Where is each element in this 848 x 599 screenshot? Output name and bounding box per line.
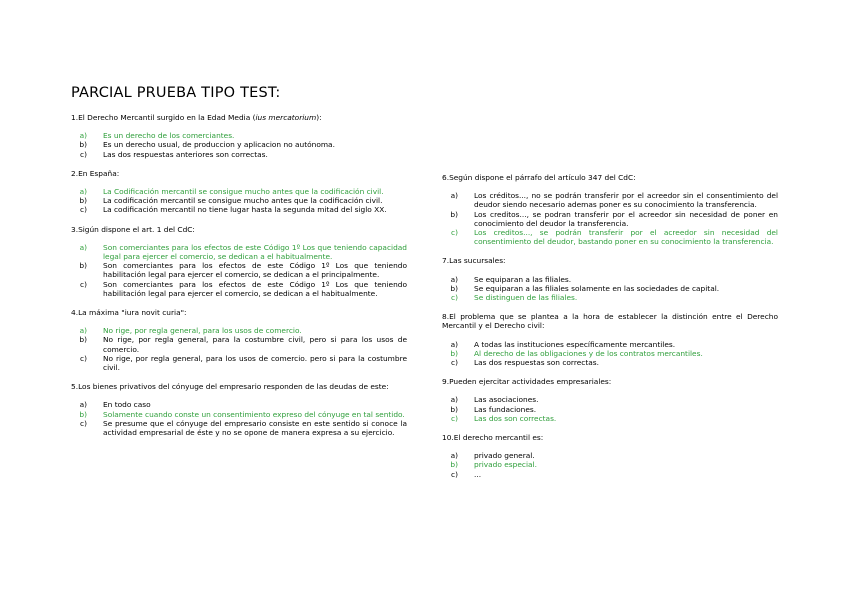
question-4 xyxy=(71,308,407,372)
option-letter: a) xyxy=(79,400,87,410)
option-text: No rige, por regla general, para los usos de comercio. pero si para la costumbre civil. xyxy=(103,353,407,373)
option-letter: b) xyxy=(450,404,458,414)
option-a xyxy=(71,131,407,140)
option-a xyxy=(442,340,778,349)
option-letter: b) xyxy=(450,209,458,219)
question-9 xyxy=(442,377,778,423)
option-letter: c) xyxy=(80,149,87,159)
page-title: PARCIAL PRUEBA TIPO TEST: xyxy=(71,85,281,101)
option-b xyxy=(442,349,778,358)
option-text: A todas las instituciones específicamente mercantiles. xyxy=(474,339,676,349)
question-10 xyxy=(442,433,778,479)
left-column xyxy=(71,113,407,447)
option-text: Son comerciantes para los efectos de este Código 1º Los que teniendo capacidad legal para ejercer el comercio, se dedican a el habitualmente. xyxy=(103,242,407,262)
option-c xyxy=(442,293,778,302)
option-list xyxy=(71,243,407,298)
option-a xyxy=(442,395,778,404)
option-text: Son comerciantes para los efectos de este Código 1º Los que teniendo habilitación legal para ejercer el comercio, se dedican a el habitualmente. xyxy=(103,279,407,298)
option-letter: a) xyxy=(450,395,458,405)
option-text: No rige, por regla general, para los usos de comercio. xyxy=(103,326,302,336)
option-c xyxy=(71,419,407,437)
question-7 xyxy=(442,256,778,302)
option-text: Los creditos..., se podran transferir por el acreedor sin necesidad de poner en conocimiento del deudor la transferencia. xyxy=(474,209,778,228)
option-c xyxy=(71,150,407,159)
option-text: No rige, por regla general, para la costumbre civil, pero si para los usos de comercio. xyxy=(103,335,407,354)
option-b xyxy=(442,284,778,293)
option-letter: a) xyxy=(450,274,458,284)
question-number: 7. xyxy=(442,256,450,266)
option-letter: b) xyxy=(79,335,87,345)
question-prompt: La máxima "iura novit curia": xyxy=(78,308,187,318)
option-letter: b) xyxy=(450,348,458,358)
option-letter: c) xyxy=(451,469,458,479)
option-list xyxy=(71,131,407,159)
option-text: La codificación mercantil se consigue mucho antes que la codificación civil. xyxy=(103,196,383,206)
option-text: Las asociaciones. xyxy=(474,395,539,405)
option-letter: a) xyxy=(79,131,87,141)
option-text: Las dos respuestas anteriores son correctas. xyxy=(103,149,268,159)
option-text: Se equiparan a las filiales. xyxy=(474,274,572,284)
option-text: Se equiparan a las filiales solamente en las sociedades de capital. xyxy=(474,283,720,293)
option-list xyxy=(71,187,407,215)
question-prompt: Pueden ejercitar actividades empresariales: xyxy=(449,377,612,387)
question-text xyxy=(442,312,778,330)
question-number: 8. xyxy=(442,312,450,322)
option-letter: c) xyxy=(80,418,87,428)
option-text: privado general. xyxy=(474,451,535,461)
option-c xyxy=(71,280,407,298)
question-5 xyxy=(71,382,407,437)
question-text xyxy=(442,377,778,386)
option-text: Es un derecho de los comerciantes. xyxy=(103,131,235,141)
option-list xyxy=(71,326,407,372)
right-column xyxy=(442,173,778,489)
option-b xyxy=(71,410,407,419)
question-prompt: El derecho mercantil es: xyxy=(453,433,544,443)
question-prompt: Sigún dispone el art. 1 del CdC: xyxy=(78,224,195,234)
option-letter: b) xyxy=(450,460,458,470)
question-1 xyxy=(71,113,407,159)
option-b xyxy=(71,261,407,279)
question-number: 3. xyxy=(71,224,79,234)
option-a xyxy=(71,187,407,196)
option-a xyxy=(442,191,778,209)
option-letter: b) xyxy=(79,140,87,150)
option-letter: a) xyxy=(450,339,458,349)
option-text: Las dos respuestas son correctas. xyxy=(474,358,599,368)
option-text: Se distinguen de las filiales. xyxy=(474,293,578,303)
option-letter: b) xyxy=(79,196,87,206)
option-c xyxy=(442,470,778,479)
option-text: Los creditos..., se podrán transferir por el acreedor sin necesidad del consentimiento del deudor, bastando poner en su conocimiento la transferencia. xyxy=(474,228,778,247)
question-text xyxy=(71,113,407,122)
option-letter: b) xyxy=(79,261,87,271)
question-number: 5. xyxy=(71,382,79,392)
option-letter: c) xyxy=(80,279,87,289)
option-list xyxy=(442,340,778,368)
option-letter: a) xyxy=(79,242,87,252)
question-prompt: Según dispone el párrafo del artículo 347 del CdC: xyxy=(449,173,636,182)
question-text xyxy=(442,256,778,265)
question-text xyxy=(71,225,407,234)
question-prompt: Las sucursales: xyxy=(449,256,506,266)
option-b xyxy=(442,460,778,469)
question-text xyxy=(442,433,778,442)
option-letter: c) xyxy=(451,228,458,238)
option-text: Son comerciantes para los efectos de este Código 1º Los que teniendo habilitación legal para ejercer el comercio, se dedican a el principalmente. xyxy=(103,261,407,280)
question-6 xyxy=(442,173,778,246)
question-prompt: En España: xyxy=(78,168,120,178)
option-text: La Codificación mercantil se consigue mucho antes que la codificación civil. xyxy=(103,187,384,197)
question-text xyxy=(71,382,407,391)
option-text: Los créditos..., no se podrán transferir por el acreedor sin el consentimiento del deudor siendo necesario ademas poner es su conocimiento la transferencia. xyxy=(474,191,778,210)
question-3 xyxy=(71,225,407,298)
option-letter: c) xyxy=(451,293,458,303)
option-list xyxy=(442,451,778,479)
option-b xyxy=(71,140,407,149)
option-b xyxy=(442,210,778,228)
option-b xyxy=(442,405,778,414)
option-a xyxy=(442,275,778,284)
option-letter: a) xyxy=(450,191,458,201)
option-text: Al derecho de las obligaciones y de los contratos mercantiles. xyxy=(474,348,703,358)
question-prompt-end: ): xyxy=(316,113,322,122)
option-text: Es un derecho usual, de produccion y aplicacion no autónoma. xyxy=(103,140,335,150)
question-prompt: Los bienes privativos del cónyuge del empresario responden de las deudas de este: xyxy=(78,382,389,392)
question-text xyxy=(71,308,407,317)
option-a xyxy=(71,326,407,335)
question-8 xyxy=(442,312,778,367)
question-number: 2. xyxy=(71,168,79,178)
option-a xyxy=(442,451,778,460)
option-c xyxy=(442,228,778,246)
option-text: La codificación mercantil no tiene lugar hasta la segunda mitad del siglo XX. xyxy=(103,205,387,215)
question-number: 10. xyxy=(442,433,454,443)
option-a xyxy=(71,243,407,261)
option-c xyxy=(442,414,778,423)
option-letter: c) xyxy=(451,413,458,423)
question-prompt: El problema que se plantea a la hora de establecer la distinción entre el Derecho Mercantil y el Derecho civil: xyxy=(442,312,778,331)
option-text: Solamente cuando conste un consentimiento expreso del cónyuge en tal sentido. xyxy=(103,409,405,419)
question-text xyxy=(442,173,778,182)
option-b xyxy=(71,196,407,205)
option-text: Las fundaciones. xyxy=(474,404,537,414)
option-c xyxy=(71,354,407,372)
option-letter: c) xyxy=(80,353,87,363)
question-number: 4. xyxy=(71,308,79,318)
question-number: 1. xyxy=(71,113,79,122)
option-b xyxy=(71,335,407,353)
option-text: Las dos son correctas. xyxy=(474,413,557,423)
option-letter: b) xyxy=(450,283,458,293)
option-list xyxy=(442,395,778,423)
option-text: Se presume que el cónyuge del empresario consiste en este sentido si conoce la actividad empresarial de éste y no se opone de manera expresa a su ejercicio. xyxy=(103,418,407,438)
option-letter: b) xyxy=(79,409,87,419)
option-c xyxy=(71,205,407,214)
question-2 xyxy=(71,169,407,215)
question-number: 6. xyxy=(442,173,450,182)
question-number: 9. xyxy=(442,377,450,387)
option-letter: c) xyxy=(451,358,458,368)
option-text: En todo caso xyxy=(103,400,151,410)
option-letter: a) xyxy=(79,187,87,197)
option-list xyxy=(442,191,778,246)
option-list xyxy=(442,275,778,303)
question-prompt: El Derecho Mercantil surgido en la Edad Media ( xyxy=(78,113,256,122)
option-text: privado especial. xyxy=(474,460,537,470)
option-list xyxy=(71,400,407,437)
question-text xyxy=(71,169,407,178)
question-italic-term: ius mercatorium xyxy=(255,113,317,122)
option-c xyxy=(442,358,778,367)
option-a xyxy=(71,400,407,409)
option-letter: c) xyxy=(80,205,87,215)
option-letter: a) xyxy=(450,451,458,461)
option-letter: a) xyxy=(79,326,87,336)
option-text: ... xyxy=(474,469,482,479)
